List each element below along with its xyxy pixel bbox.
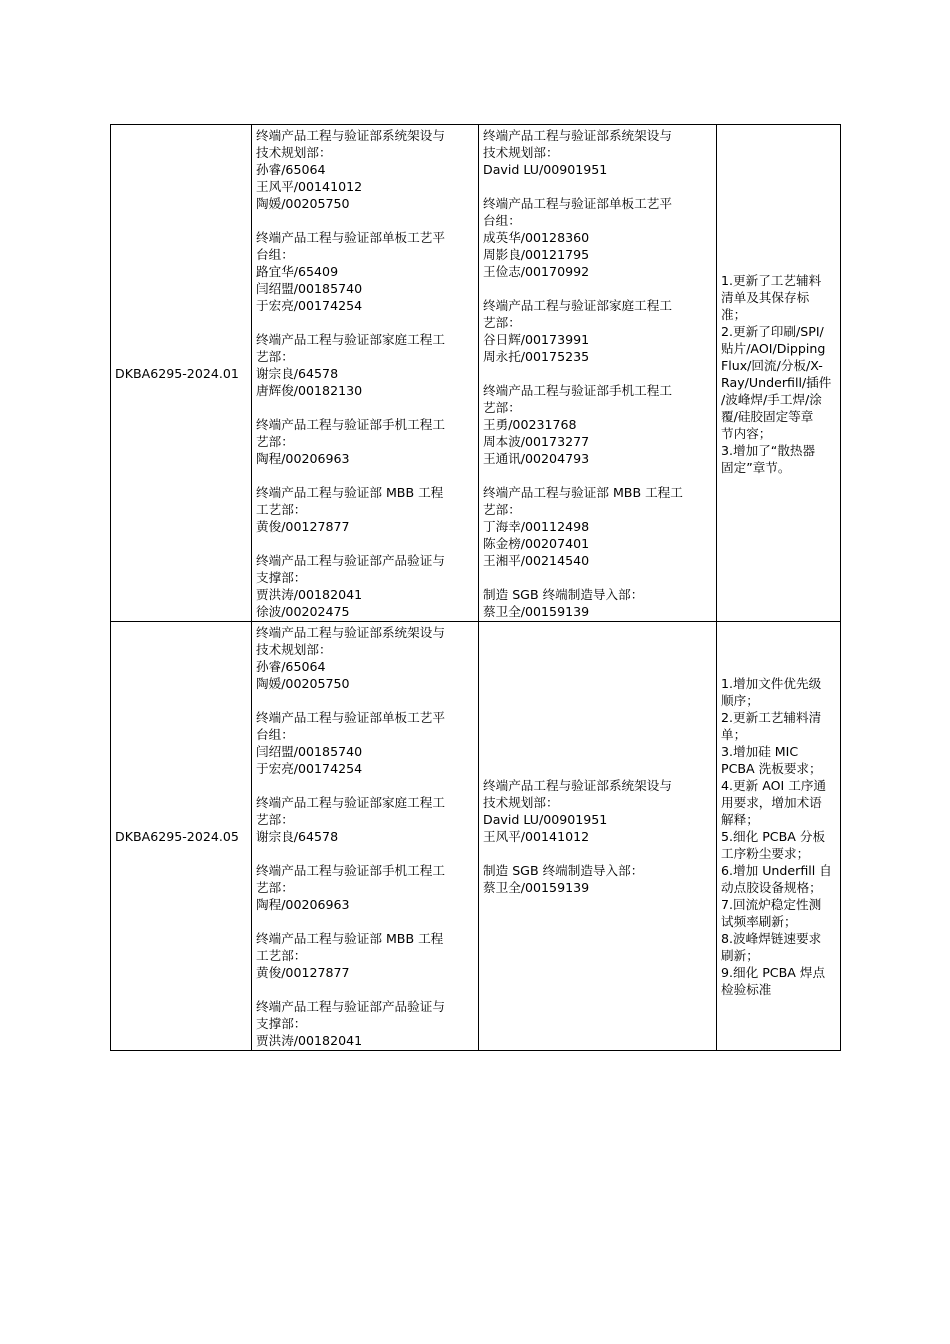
department-name: 工艺部：: [256, 502, 307, 517]
department-name: 支撑部：: [256, 1016, 307, 1031]
person-entry: 黄俊/00127877: [256, 519, 350, 534]
change-description-line: 2.更新工艺辅料清: [721, 710, 822, 725]
department-name: 终端产品工程与验证部家庭工程工: [256, 795, 445, 810]
person-entry: 谢宗良/64578: [256, 366, 339, 381]
department-name: 台组：: [256, 247, 294, 262]
change-description-line: 覆/硅胶固定等章: [721, 408, 814, 424]
person-entry: 周本波/00173277: [483, 434, 590, 449]
department-name: 终端产品工程与验证部家庭工程工: [256, 332, 445, 347]
change-description-line: /波峰焊/手工焊/涂: [721, 391, 822, 407]
department-name: 制造 SGB 终端制造导入部：: [483, 587, 644, 602]
person-entry: 孙睿/65064: [256, 162, 326, 177]
person-entry: 周影良/00121795: [483, 247, 590, 262]
change-description-line: PCBA 洗板要求；: [721, 761, 822, 776]
department-block: [256, 127, 474, 212]
version-number: DKBA6295-2024.01: [115, 366, 239, 381]
change-description-line: 刷新；: [721, 948, 759, 963]
person-entry: 贾洪涛/00182041: [256, 1033, 363, 1048]
person-entry: 谢宗良/64578: [256, 829, 339, 844]
person-entry: 丁海幸/00112498: [483, 519, 590, 534]
version-cell: [111, 622, 252, 1051]
change-description-line: 解释；: [721, 812, 759, 827]
department-name: 技术规划部：: [483, 795, 559, 810]
department-block: [256, 794, 474, 845]
change-description-line: 4.更新 AOI 工序通: [721, 778, 827, 793]
person-entry: 王勇/00231768: [483, 417, 577, 432]
department-block: [483, 297, 712, 365]
department-name: 终端产品工程与验证部 MBB 工程: [256, 485, 444, 500]
change-description-line: Ray/Underfill/插件: [721, 374, 832, 390]
department-block: [483, 484, 712, 569]
department-block: [483, 586, 712, 620]
change-description-line: Flux/回流/分板/X-: [721, 357, 823, 373]
person-entry: 王风平/00141012: [483, 829, 590, 844]
person-entry: David LU/00901951: [483, 162, 608, 177]
department-block: [483, 195, 712, 280]
person-entry: 陈金榜/00207401: [483, 536, 590, 551]
person-entry: 周永托/00175235: [483, 349, 590, 364]
change-description-line: 贴片/AOI/Dipping: [721, 340, 826, 356]
department-block: [483, 127, 712, 178]
person-entry: 王通讯/00204793: [483, 451, 590, 466]
department-name: 终端产品工程与验证部系统架设与: [256, 128, 445, 143]
approvers-cell: [479, 125, 717, 622]
person-entry: 陶媛/00205750: [256, 676, 350, 691]
change-description-line: 试频率刷新；: [721, 914, 797, 929]
department-name: 终端产品工程与验证部手机工程工: [256, 417, 445, 432]
person-entry: 蔡卫全/00159139: [483, 880, 590, 895]
department-block: [256, 331, 474, 399]
change-description-line: 检验标准: [721, 982, 772, 997]
revision-history-table: [110, 124, 841, 1051]
change-description-line: 清单及其保存标: [721, 289, 810, 305]
department-name: 终端产品工程与验证部手机工程工: [483, 383, 672, 398]
department-name: 艺部：: [483, 400, 521, 415]
department-name: 终端产品工程与验证部单板工艺平: [483, 196, 672, 211]
department-name: 终端产品工程与验证部 MBB 工程工: [483, 485, 683, 500]
department-block: [256, 484, 474, 535]
department-block: [256, 998, 474, 1049]
person-entry: 贾洪涛/00182041: [256, 587, 363, 602]
department-name: 终端产品工程与验证部系统架设与: [483, 128, 672, 143]
person-entry: 黄俊/00127877: [256, 965, 350, 980]
department-name: 工艺部：: [256, 948, 307, 963]
person-entry: 王湘平/00214540: [483, 553, 590, 568]
department-name: 艺部：: [256, 349, 294, 364]
change-description-line: 单；: [721, 727, 747, 742]
department-name: 终端产品工程与验证部 MBB 工程: [256, 931, 444, 946]
department-name: 艺部：: [256, 880, 294, 895]
change-description-line: 3.增加了“散热器: [721, 442, 816, 458]
department-block: [256, 862, 474, 913]
change-description-line: 6.增加 Underfill 自: [721, 863, 832, 878]
department-name: 艺部：: [483, 315, 521, 330]
department-name: 终端产品工程与验证部产品验证与: [256, 999, 445, 1014]
person-entry: 闫绍盟/00185740: [256, 281, 363, 296]
person-entry: 路宜华/65409: [256, 264, 339, 279]
department-block: [256, 930, 474, 981]
person-entry: 陶程/00206963: [256, 897, 350, 912]
department-name: 终端产品工程与验证部手机工程工: [256, 863, 445, 878]
person-entry: 蔡卫全/00159139: [483, 604, 590, 619]
department-name: 终端产品工程与验证部系统架设与: [483, 778, 672, 793]
change-description-line: 动点胶设备规格；: [721, 880, 822, 895]
department-block: [256, 624, 474, 692]
revision-row: [111, 622, 841, 1051]
person-entry: 于宏亮/00174254: [256, 298, 363, 313]
department-block: [483, 382, 712, 467]
revision-table-body: [111, 125, 841, 1051]
department-block: [256, 416, 474, 467]
change-description-line: 固定”章节。: [721, 459, 791, 475]
person-entry: 谷日辉/00173991: [483, 332, 590, 347]
approvers-cell: [479, 622, 717, 1051]
change-description-line: 顺序；: [721, 693, 759, 708]
person-entry: 陶程/00206963: [256, 451, 350, 466]
department-name: 支撑部：: [256, 570, 307, 585]
department-name: 终端产品工程与验证部家庭工程工: [483, 298, 672, 313]
version-number: DKBA6295-2024.05: [115, 829, 239, 844]
department-name: 终端产品工程与验证部产品验证与: [256, 553, 445, 568]
department-name: 终端产品工程与验证部系统架设与: [256, 625, 445, 640]
department-name: 技术规划部：: [483, 145, 559, 160]
change-description-line: 9.细化 PCBA 焊点: [721, 965, 826, 980]
department-block: [256, 552, 474, 620]
person-entry: 王风平/00141012: [256, 179, 363, 194]
department-name: 艺部：: [256, 812, 294, 827]
change-description-line: 8.波峰焊链速要求: [721, 931, 822, 946]
department-name: 台组：: [483, 213, 521, 228]
change-description-line: 用要求，增加术语: [721, 795, 822, 810]
person-entry: 于宏亮/00174254: [256, 761, 363, 776]
department-name: 技术规划部：: [256, 642, 332, 657]
person-entry: 唐辉俊/00182130: [256, 383, 363, 398]
version-cell: [111, 125, 252, 622]
change-description-line: 准；: [721, 306, 747, 322]
person-entry: 孙睿/65064: [256, 659, 326, 674]
changes-cell: [717, 622, 841, 1051]
department-block: [256, 229, 474, 314]
change-description-line: 节内容；: [721, 425, 772, 441]
reviewers-cell: [252, 125, 479, 622]
change-description-line: 5.细化 PCBA 分板: [721, 829, 826, 844]
person-entry: 成英华/00128360: [483, 230, 590, 245]
revision-row: [111, 125, 841, 622]
department-name: 终端产品工程与验证部单板工艺平: [256, 710, 445, 725]
changes-cell: [717, 125, 841, 622]
department-name: 艺部：: [256, 434, 294, 449]
department-name: 艺部：: [483, 502, 521, 517]
department-block: [483, 862, 712, 896]
person-entry: 王俭志/00170992: [483, 264, 590, 279]
change-description-line: 2.更新了印刷/SPI/: [721, 323, 824, 339]
change-description-line: 工序粉尘要求；: [721, 846, 810, 861]
person-entry: 闫绍盟/00185740: [256, 744, 363, 759]
department-block: [483, 777, 712, 845]
change-description-line: 1.增加文件优先级: [721, 676, 822, 691]
department-name: 台组：: [256, 727, 294, 742]
department-name: 制造 SGB 终端制造导入部：: [483, 863, 644, 878]
person-entry: David LU/00901951: [483, 812, 608, 827]
department-name: 技术规划部：: [256, 145, 332, 160]
reviewers-cell: [252, 622, 479, 1051]
department-name: 终端产品工程与验证部单板工艺平: [256, 230, 445, 245]
person-entry: 陶媛/00205750: [256, 196, 350, 211]
change-description-line: 7.回流炉稳定性测: [721, 897, 822, 912]
person-entry: 徐波/00202475: [256, 604, 350, 619]
change-description-line: 3.增加硅 MIC: [721, 744, 799, 759]
change-description-line: 1.更新了工艺辅料: [721, 272, 822, 288]
department-block: [256, 709, 474, 777]
